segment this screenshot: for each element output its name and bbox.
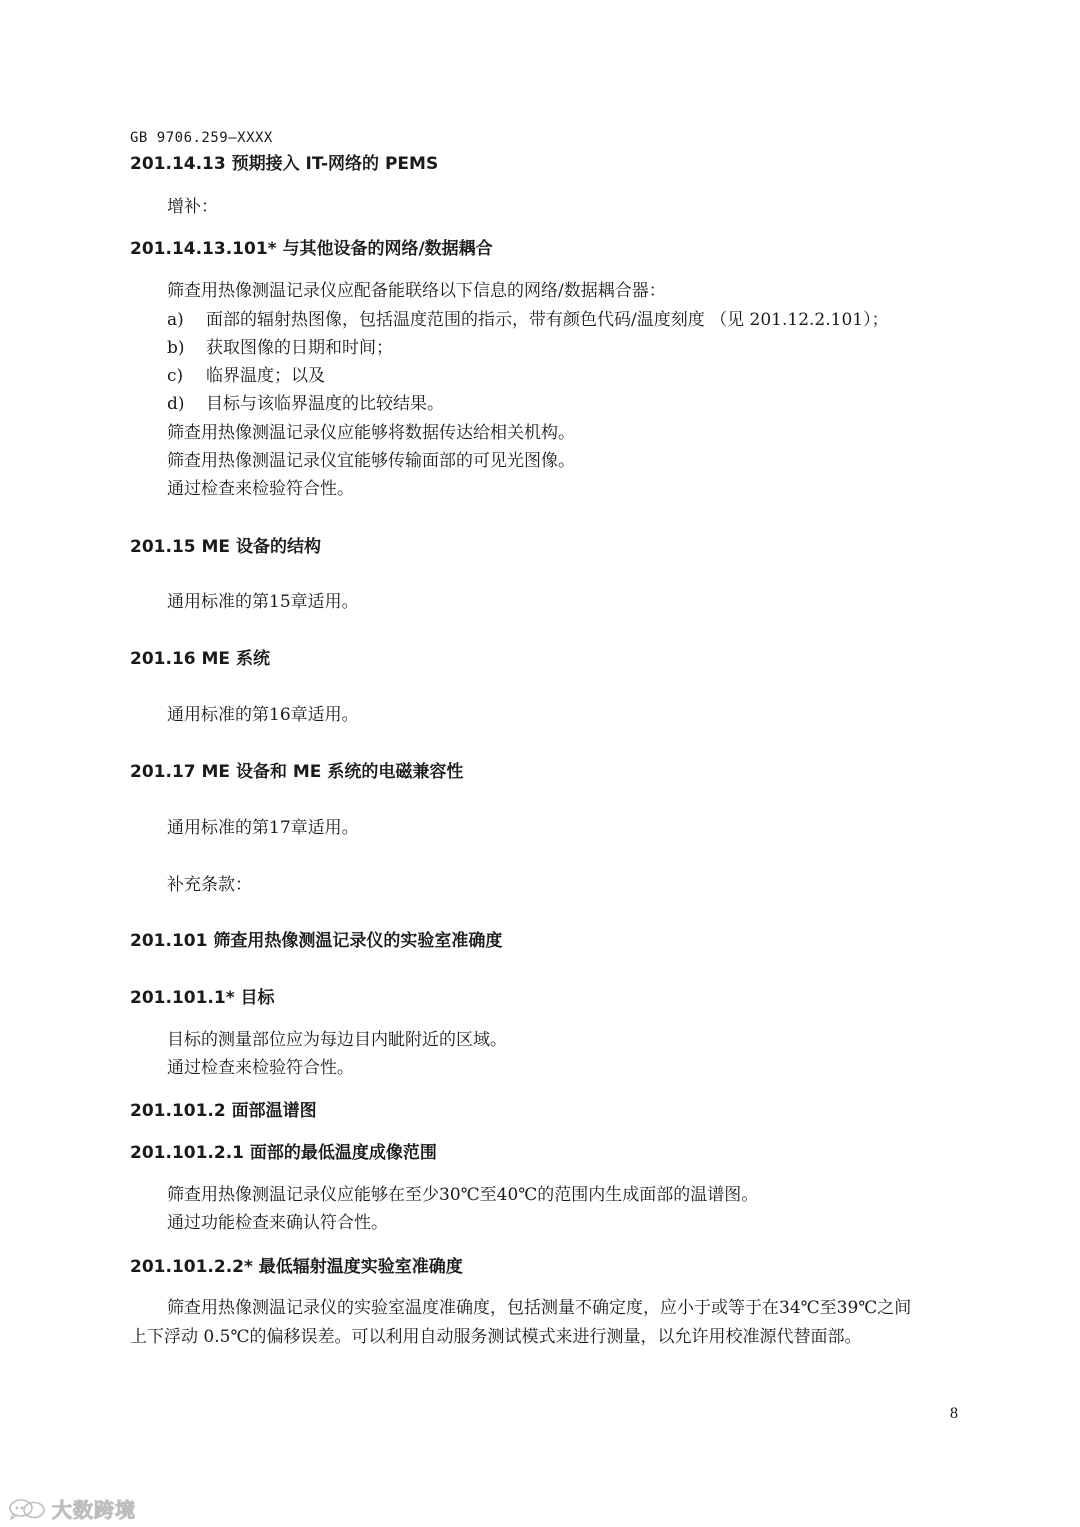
list-item-letter: a) xyxy=(167,310,184,330)
paragraph: 通用标准的第15章适用。 xyxy=(167,592,359,612)
list-item-text: 面部的辐射热图像，包括温度范围的指示，带有颜色代码/温度刻度 （见 201.12.2.101）； xyxy=(206,310,889,330)
standard-code: GB 9706.259—XXXX xyxy=(130,130,273,146)
heading-201-15: 201.15 ME 设备的结构 xyxy=(130,537,321,557)
heading-201-101: 201.101 筛查用热像测温记录仪的实验室准确度 xyxy=(130,931,503,951)
heading-201-101-2-2: 201.101.2.2* 最低辐射温度实验室准确度 xyxy=(130,1257,463,1277)
watermark-text: 大数跨境 xyxy=(52,1498,136,1522)
paragraph: 通用标准的第17章适用。 xyxy=(167,818,359,838)
paragraph-line: 筛查用热像测温记录仪的实验室温度准确度，包括测量不确定度，应小于或等于在34℃至39℃之间 xyxy=(167,1298,912,1318)
paragraph: 筛查用热像测温记录仪宜能够传输面部的可见光图像。 xyxy=(167,451,575,471)
paragraph: 目标的测量部位应为每边目内眦附近的区域。 xyxy=(167,1030,507,1050)
paragraph-line: 上下浮动 0.5℃的偏移误差。可以利用自动服务测试模式来进行测量，以允许用校准源代替面部。 xyxy=(130,1327,862,1347)
heading-201-17: 201.17 ME 设备和 ME 系统的电磁兼容性 xyxy=(130,762,464,782)
paragraph-intro: 筛查用热像测温记录仪应配备能联络以下信息的网络/数据耦合器： xyxy=(167,281,666,301)
paragraph: 通过功能检查来确认符合性。 xyxy=(167,1213,388,1233)
supplement-label: 补充条款： xyxy=(167,875,252,895)
list-item-letter: c) xyxy=(167,366,184,386)
paragraph: 通过检查来检验符合性。 xyxy=(167,479,354,499)
list-item-letter: b) xyxy=(167,338,185,358)
paragraph: 通用标准的第16章适用。 xyxy=(167,705,359,725)
watermark xyxy=(8,1494,136,1523)
paragraph: 筛查用热像测温记录仪应能够将数据传达给相关机构。 xyxy=(167,423,575,443)
heading-201-14-13-101: 201.14.13.101* 与其他设备的网络/数据耦合 xyxy=(130,239,493,259)
list-item-text: 临界温度；以及 xyxy=(206,366,325,386)
heading-201-101-2: 201.101.2 面部温谱图 xyxy=(130,1101,317,1121)
list-item-letter: d) xyxy=(167,394,185,414)
heading-201-14-13: 201.14.13 预期接入 IT-网络的 PEMS xyxy=(130,154,439,174)
paragraph: 筛查用热像测温记录仪应能够在至少30℃至40℃的范围内生成面部的温谱图。 xyxy=(167,1185,759,1205)
chat-bubble-logo-icon xyxy=(8,1498,46,1520)
list-item-text: 目标与该临界温度的比较结果。 xyxy=(206,394,444,414)
paragraph: 通过检查来检验符合性。 xyxy=(167,1058,354,1078)
heading-201-16: 201.16 ME 系统 xyxy=(130,649,270,669)
heading-201-101-2-1: 201.101.2.1 面部的最低温度成像范围 xyxy=(130,1143,437,1163)
supplement-label: 增补： xyxy=(167,197,218,217)
heading-201-101-1: 201.101.1* 目标 xyxy=(130,988,275,1008)
list-item-text: 获取图像的日期和时间； xyxy=(206,338,393,358)
page-number: 8 xyxy=(950,1405,958,1422)
